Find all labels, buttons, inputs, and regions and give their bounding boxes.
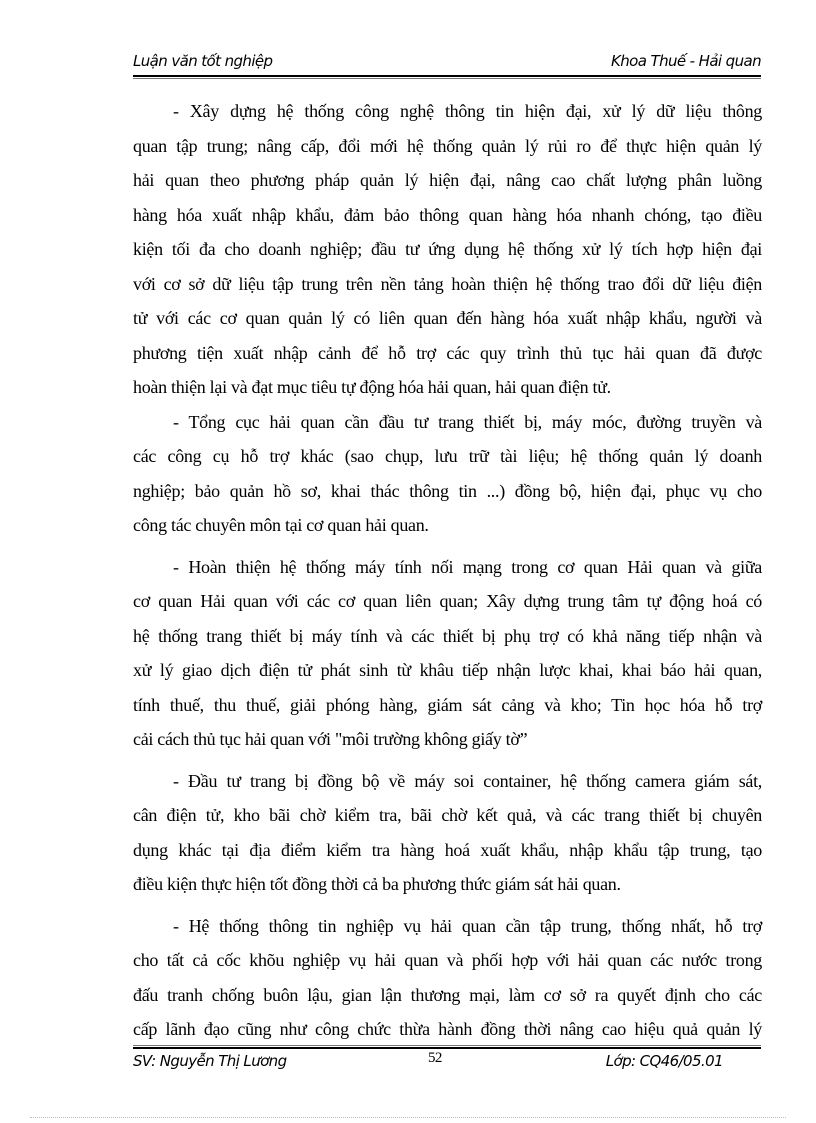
paragraph: [133, 407, 762, 545]
text-line: hải quan theo phương pháp quản lý hiện đại, nâng cao chất lượng phân luồng: [133, 170, 762, 190]
header-rule-secondary: [133, 78, 761, 79]
paragraph: [133, 911, 762, 1049]
text-line: xử lý giao dịch điện tử phát sinh từ khâu tiếp nhận lược khai, khai báo hải quan,: [133, 660, 762, 680]
footer-student-name: SV: Nguyễn Thị Lương: [133, 1052, 287, 1070]
text-line: điều kiện thực hiện tốt đồng thời cả ba phương thức giám sát hải quan.: [133, 874, 621, 894]
text-line: nghiệp; bảo quản hồ sơ, khai thác thông tin ...) đồng bộ, hiện đại, phục vụ cho: [133, 480, 762, 501]
page-header: [133, 50, 761, 74]
paragraph: [133, 552, 762, 759]
text-line: đấu tranh chống buôn lậu, gian lận thương mại, làm cơ sở ra quyết định cho các: [133, 984, 762, 1005]
text-line: cấp lãnh đạo cũng như công chức thừa hành đồng thời nâng cao hiệu quả quản lý: [133, 1019, 762, 1039]
text-line: - Tổng cục hải quan cần đầu tư trang thiết bị, máy móc, đường truyền và: [173, 411, 762, 432]
text-line: phương tiện xuất nhập cảnh để hỗ trợ các quy trình thủ tục hải quan đã được: [133, 342, 762, 363]
header-rule: [133, 75, 761, 77]
text-line: tính thuế, thu thuế, giải phóng hàng, giám sát cảng và kho; Tin học hóa hỗ trợ: [133, 694, 762, 715]
text-line: quan tập trung; nâng cấp, đổi mới hệ thống quản lý rủi ro để thực hiện quản lý: [133, 135, 762, 156]
text-line: cân điện tử, kho bãi chờ kiểm tra, bãi chờ kết quả, và các trang thiết bị chuyên: [133, 805, 762, 825]
footer-class-code: Lớp: CQ46/05.01: [605, 1052, 723, 1070]
header-thesis-title: Luận văn tốt nghiệp: [133, 52, 273, 70]
text-line: với cơ sở dữ liệu tập trung trên nền tảng hoàn thiện hệ thống trao đổi dữ liệu điện: [133, 273, 762, 294]
text-line: kiện tối đa cho doanh nghiệp; đầu tư ứng dụng hệ thống xử lý tích hợp hiện đại: [133, 239, 762, 259]
text-line: cơ quan Hải quan với các cơ quan liên quan; Xây dựng trung tâm tự động hoá có: [133, 591, 762, 611]
paragraph: [133, 766, 762, 904]
text-line: - Hoàn thiện hệ thống máy tính nối mạng trong cơ quan Hải quan và giữa: [173, 556, 762, 577]
text-line: - Đầu tư trang bị đồng bộ về máy soi container, hệ thống camera giám sát,: [173, 770, 762, 791]
text-line: dụng khác tại địa điểm kiểm tra hàng hoá xuất khẩu, nhập khẩu tập trung, tạo: [133, 839, 762, 860]
header-faculty: Khoa Thuế - Hải quan: [611, 52, 761, 70]
footer-rule-secondary: [133, 1045, 761, 1046]
text-line: - Hệ thống thông tin nghiệp vụ hải quan cần tập trung, thống nhất, hỗ trợ: [173, 915, 762, 936]
text-line: hệ thống trang thiết bị máy tính và các thiết bị phụ trợ có khả năng tiếp nhận và: [133, 625, 762, 646]
page-number: 52: [428, 1050, 442, 1066]
text-line: các công cụ hỗ trợ khác (sao chụp, lưu trữ tài liệu; hệ thống quản lý doanh: [133, 446, 762, 466]
text-line: - Xây dựng hệ thống công nghệ thông tin hiện đại, xử lý dữ liệu thông: [173, 101, 762, 121]
text-line: tử với các cơ quan quản lý có liên quan đến hàng hóa xuất nhập khẩu, người và: [133, 308, 762, 328]
text-line: hoàn thiện lại và đạt mục tiêu tự động hóa hải quan, hải quan điện tử.: [133, 377, 611, 397]
text-line: cho tất cả cốc khõu nghiệp vụ hải quan và phối hợp với hải quan các nước trong: [133, 950, 762, 970]
text-line: cải cách thủ tục hải quan với "môi trường không giấy tờ”: [133, 729, 528, 749]
page-footer: [133, 1052, 723, 1076]
footer-rule: [133, 1047, 761, 1049]
page-bottom-dotted-edge: [30, 1117, 786, 1118]
text-line: công tác chuyên môn tại cơ quan hải quan.: [133, 515, 429, 535]
document-body: [133, 96, 762, 1049]
text-line: hàng hóa xuất nhập khẩu, đảm bảo thông quan hàng hóa nhanh chóng, tạo điều: [133, 204, 762, 225]
paragraph: [133, 96, 762, 407]
